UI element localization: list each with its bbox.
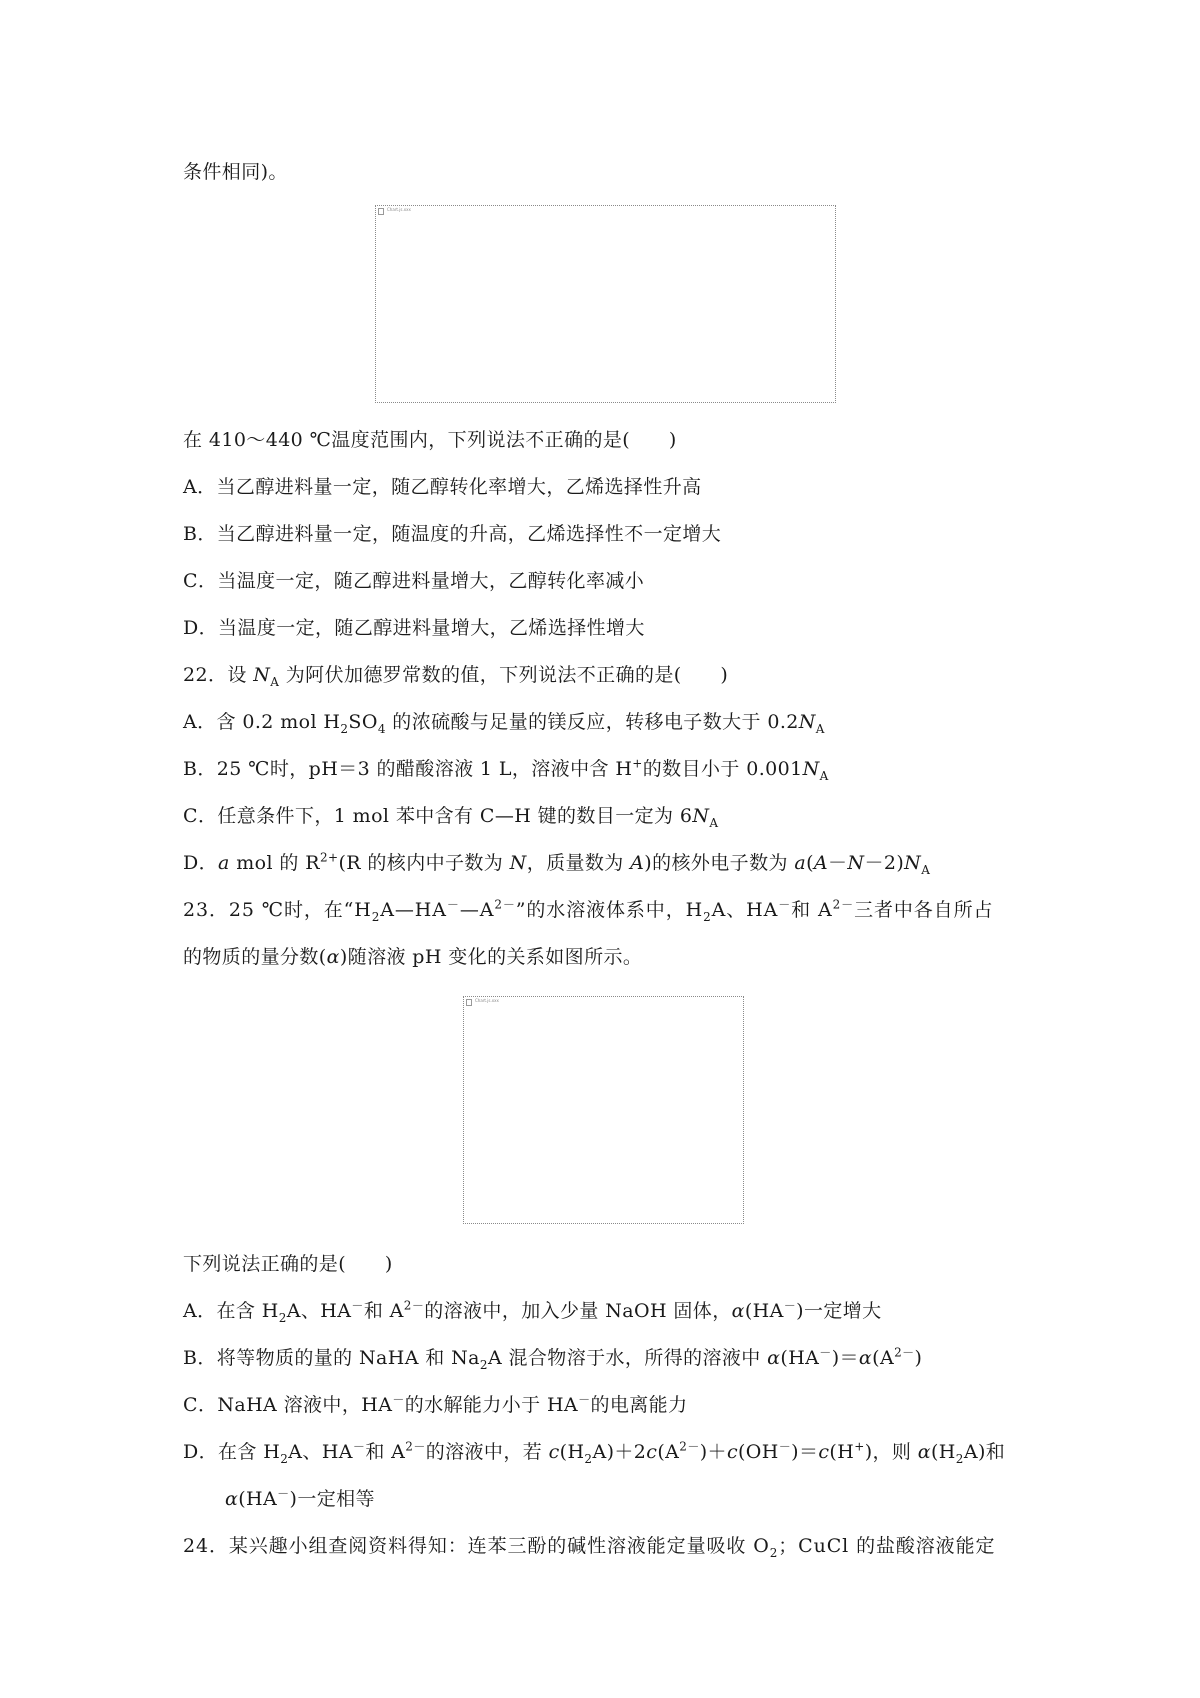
q21-option-b: B．当乙醇进料量一定，随温度的升高，乙烯选择性不一定增大 — [183, 523, 722, 545]
q23-option-b: B．将等物质的量的 NaHA 和 $Na_2A$ 混合物溶于水，所得的溶液中 $\alpha(HA^-)=\alpha(A^{2-})$ — [183, 1345, 923, 1372]
q23-stem-line2: 的物质的量分数(α)随溶液 pH 变化的关系如图所示。 — [183, 946, 643, 968]
q23-option-c: C．NaHA 溶液中，HA－的水解能力小于 HA－的电离能力 — [183, 1392, 688, 1416]
figure-caption: Chart.js.xxx — [387, 207, 411, 212]
q23-stem-line1: 23．25 ℃时，在“$H_2A—HA^-—A^{2-}$”的水溶液体系中，$H_2A$、HA－和 $A^{2-}$三者中各自所占 — [183, 897, 994, 924]
q22-option-c: C．任意条件下，1 mol 苯中含有 C—H 键的数目一定为 $6N_A$ — [183, 805, 719, 830]
q23-option-a: A．在含 $H_2A$、HA－和 $A^{2-}$的溶液中，加入少量 NaOH 固体，α(HA－)一定增大 — [183, 1298, 882, 1325]
q22-stem: 22．设 $N_A$ 为阿伏加德罗常数的值，下列说法不正确的是( ) — [183, 664, 729, 689]
figure-caption: Chart.js.xxx — [475, 998, 499, 1003]
q21-continued-text: 条件相同)。 — [183, 161, 288, 183]
q23-figure-placeholder — [463, 996, 744, 1224]
q21-option-a: A．当乙醇进料量一定，随乙醇转化率增大，乙烯选择性升高 — [183, 476, 702, 498]
q22-option-d: D．a mol 的 $R^{2+}(R$ 的核内中子数为 N，质量数为 A)的核外电子数为 $a(A-N-2)N_A$ — [183, 850, 931, 877]
broken-image-icon — [466, 999, 472, 1006]
q21-option-c: C．当温度一定，随乙醇进料量增大，乙醇转化率减小 — [183, 570, 645, 592]
q22-option-b: B．25 ℃时，pH＝3 的醋酸溶液 1 L，溶液中含 H+的数目小于 $0.001N_A$ — [183, 756, 829, 783]
q24-stem: 24．某兴趣小组查阅资料得知：连苯三酚的碱性溶液能定量吸收 $O_2$；CuCl 的盐酸溶液能定 — [183, 1535, 996, 1560]
q21-stem: 在 410～440 ℃温度范围内，下列说法不正确的是( ) — [183, 429, 677, 451]
broken-image-icon — [378, 208, 384, 215]
q23-option-d-line2: α(HA－)一定相等 — [225, 1486, 375, 1510]
q21-figure-placeholder — [375, 205, 836, 403]
q23-option-d-line1: D．在含 $H_2A$、HA－和 $A^{2-}$的溶液中，若 $c(H_2A)+2c(A^{2-})+c(OH^-)=c(H^+)$，则 $\alpha(H_2A)$和 — [183, 1439, 1006, 1466]
q21-option-d: D．当温度一定，随乙醇进料量增大，乙烯选择性增大 — [183, 617, 645, 639]
q23-question: 下列说法正确的是( ) — [183, 1253, 393, 1275]
q22-option-a: A．含 0.2 mol $H_2SO_4$ 的浓硫酸与足量的镁反应，转移电子数大于 $0.2N_A$ — [183, 711, 825, 736]
